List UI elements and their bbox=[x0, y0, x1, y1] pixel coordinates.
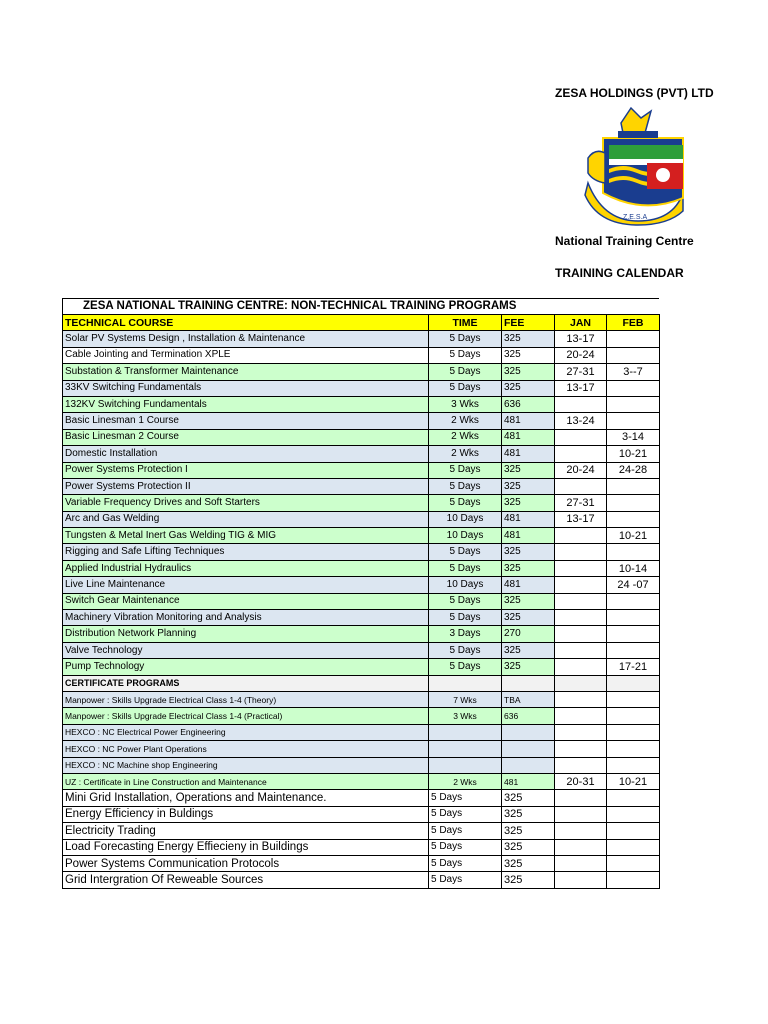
feb-cell bbox=[607, 855, 660, 871]
jan-cell: 27-31 bbox=[555, 495, 607, 511]
empty-cell bbox=[502, 675, 555, 691]
time-cell: 5 Days bbox=[429, 610, 502, 626]
column-header-fee: FEE bbox=[502, 315, 555, 331]
feb-cell bbox=[607, 610, 660, 626]
feb-cell: 10-21 bbox=[607, 773, 660, 789]
fee-cell: 325 bbox=[502, 478, 555, 494]
column-header-course: TECHNICAL COURSE bbox=[63, 315, 429, 331]
feb-cell bbox=[607, 790, 660, 806]
feb-cell bbox=[607, 757, 660, 773]
feb-cell bbox=[607, 544, 660, 560]
fee-cell: 325 bbox=[502, 560, 555, 576]
jan-cell: 20-31 bbox=[555, 773, 607, 789]
fee-cell: 325 bbox=[502, 642, 555, 658]
jan-cell bbox=[555, 528, 607, 544]
fee-cell: 481 bbox=[502, 446, 555, 462]
calendar-title: TRAINING CALENDAR bbox=[555, 266, 684, 280]
table-row bbox=[63, 855, 660, 871]
time-cell: 3 Days bbox=[429, 626, 502, 642]
table-row bbox=[63, 364, 660, 380]
time-cell: 10 Days bbox=[429, 511, 502, 527]
table-row bbox=[63, 511, 660, 527]
jan-cell bbox=[555, 855, 607, 871]
course-cell: HEXCO : NC Machine shop Engineering bbox=[63, 757, 429, 773]
jan-cell bbox=[555, 577, 607, 593]
jan-cell: 20-24 bbox=[555, 347, 607, 363]
jan-cell bbox=[555, 429, 607, 445]
time-cell: 5 Days bbox=[429, 593, 502, 609]
course-cell: Distribution Network Planning bbox=[63, 626, 429, 642]
course-cell: Electricity Trading bbox=[63, 823, 429, 839]
empty-cell bbox=[429, 675, 502, 691]
table-row bbox=[63, 724, 660, 740]
fee-cell: TBA bbox=[502, 691, 555, 707]
jan-cell bbox=[555, 478, 607, 494]
table-row bbox=[63, 741, 660, 757]
feb-cell bbox=[607, 495, 660, 511]
time-cell bbox=[429, 757, 502, 773]
feb-cell: 24 -07 bbox=[607, 577, 660, 593]
jan-cell bbox=[555, 560, 607, 576]
feb-cell bbox=[607, 396, 660, 412]
table-row bbox=[63, 872, 660, 888]
time-cell: 5 Days bbox=[429, 462, 502, 478]
table-row bbox=[63, 839, 660, 855]
course-cell: Cable Jointing and Termination XPLE bbox=[63, 347, 429, 363]
feb-cell: 24-28 bbox=[607, 462, 660, 478]
time-cell: 2 Wks bbox=[429, 446, 502, 462]
feb-cell bbox=[607, 593, 660, 609]
table-row bbox=[63, 560, 660, 576]
time-cell: 5 Days bbox=[429, 790, 502, 806]
table-row bbox=[63, 528, 660, 544]
course-cell: 132KV Switching Fundamentals bbox=[63, 396, 429, 412]
fee-cell bbox=[502, 724, 555, 740]
feb-cell: 10-21 bbox=[607, 528, 660, 544]
feb-cell bbox=[607, 708, 660, 724]
fee-cell: 325 bbox=[502, 380, 555, 396]
course-cell: Tungsten & Metal Inert Gas Welding TIG & MIG bbox=[63, 528, 429, 544]
course-cell: Applied Industrial Hydraulics bbox=[63, 560, 429, 576]
table-row bbox=[63, 790, 660, 806]
fee-cell: 636 bbox=[502, 708, 555, 724]
course-cell: Rigging and Safe Lifting Techniques bbox=[63, 544, 429, 560]
feb-cell bbox=[607, 741, 660, 757]
fee-cell bbox=[502, 741, 555, 757]
feb-cell bbox=[607, 413, 660, 429]
certificate-section-label: CERTIFICATE PROGRAMS bbox=[63, 675, 429, 691]
course-cell: HEXCO : NC Power Plant Operations bbox=[63, 741, 429, 757]
course-cell: Power Systems Communication Protocols bbox=[63, 855, 429, 871]
course-cell: Power Systems Protection I bbox=[63, 462, 429, 478]
org-name: ZESA HOLDINGS (PVT) LTD bbox=[555, 86, 714, 100]
feb-cell: 3--7 bbox=[607, 364, 660, 380]
table-row bbox=[63, 429, 660, 445]
empty-cell bbox=[555, 675, 607, 691]
table-row bbox=[63, 544, 660, 560]
feb-cell bbox=[607, 478, 660, 494]
course-cell: Basic Linesman 2 Course bbox=[63, 429, 429, 445]
jan-cell bbox=[555, 741, 607, 757]
time-cell: 3 Wks bbox=[429, 396, 502, 412]
column-header-feb: FEB bbox=[607, 315, 660, 331]
time-cell: 5 Days bbox=[429, 806, 502, 822]
certificate-section-row bbox=[63, 675, 660, 691]
feb-cell bbox=[607, 872, 660, 888]
course-cell: Substation & Transformer Maintenance bbox=[63, 364, 429, 380]
course-cell: Domestic Installation bbox=[63, 446, 429, 462]
fee-cell: 325 bbox=[502, 364, 555, 380]
table-header-row bbox=[63, 315, 660, 331]
time-cell: 10 Days bbox=[429, 577, 502, 593]
time-cell: 2 Wks bbox=[429, 773, 502, 789]
course-cell: Energy Efficiency in Buldings bbox=[63, 806, 429, 822]
time-cell: 5 Days bbox=[429, 560, 502, 576]
table-row bbox=[63, 691, 660, 707]
fee-cell: 325 bbox=[502, 839, 555, 855]
time-cell: 5 Days bbox=[429, 823, 502, 839]
course-cell: HEXCO : NC Electrical Power Engineering bbox=[63, 724, 429, 740]
jan-cell bbox=[555, 823, 607, 839]
feb-cell bbox=[607, 724, 660, 740]
course-cell: Arc and Gas Welding bbox=[63, 511, 429, 527]
table-row bbox=[63, 380, 660, 396]
course-cell: Switch Gear Maintenance bbox=[63, 593, 429, 609]
jan-cell bbox=[555, 396, 607, 412]
course-cell: Power Systems Protection II bbox=[63, 478, 429, 494]
course-cell: UZ : Certificate in Line Construction and Maintenance bbox=[63, 773, 429, 789]
fee-cell: 325 bbox=[502, 872, 555, 888]
time-cell: 5 Days bbox=[429, 380, 502, 396]
course-cell: Pump Technology bbox=[63, 659, 429, 675]
table-row bbox=[63, 642, 660, 658]
time-cell: 10 Days bbox=[429, 528, 502, 544]
table-row bbox=[63, 806, 660, 822]
feb-cell bbox=[607, 823, 660, 839]
time-cell: 2 Wks bbox=[429, 413, 502, 429]
jan-cell: 13-17 bbox=[555, 331, 607, 347]
jan-cell bbox=[555, 839, 607, 855]
table-row bbox=[63, 773, 660, 789]
table-row bbox=[63, 462, 660, 478]
feb-cell: 10-14 bbox=[607, 560, 660, 576]
jan-cell: 20-24 bbox=[555, 462, 607, 478]
jan-cell bbox=[555, 446, 607, 462]
time-cell: 7 Wks bbox=[429, 691, 502, 707]
course-cell: Manpower : Skills Upgrade Electrical Class 1-4 (Theory) bbox=[63, 691, 429, 707]
training-calendar-sheet bbox=[62, 298, 659, 889]
fee-cell bbox=[502, 757, 555, 773]
fee-cell: 325 bbox=[502, 347, 555, 363]
feb-cell bbox=[607, 511, 660, 527]
time-cell: 5 Days bbox=[429, 642, 502, 658]
course-cell: Solar PV Systems Design , Installation & Maintenance bbox=[63, 331, 429, 347]
fee-cell: 325 bbox=[502, 659, 555, 675]
jan-cell bbox=[555, 544, 607, 560]
empty-cell bbox=[607, 675, 660, 691]
time-cell bbox=[429, 724, 502, 740]
time-cell bbox=[429, 741, 502, 757]
fee-cell: 325 bbox=[502, 790, 555, 806]
table-row bbox=[63, 593, 660, 609]
table-row bbox=[63, 610, 660, 626]
table-row bbox=[63, 396, 660, 412]
course-cell: Grid Intergration Of Reweable Sources bbox=[63, 872, 429, 888]
feb-cell bbox=[607, 691, 660, 707]
time-cell: 5 Days bbox=[429, 544, 502, 560]
table-row bbox=[63, 413, 660, 429]
fee-cell: 325 bbox=[502, 331, 555, 347]
fee-cell: 325 bbox=[502, 610, 555, 626]
jan-cell bbox=[555, 806, 607, 822]
jan-cell: 27-31 bbox=[555, 364, 607, 380]
table-row bbox=[63, 626, 660, 642]
feb-cell bbox=[607, 806, 660, 822]
time-cell: 5 Days bbox=[429, 495, 502, 511]
jan-cell bbox=[555, 872, 607, 888]
time-cell: 5 Days bbox=[429, 659, 502, 675]
jan-cell bbox=[555, 790, 607, 806]
feb-cell: 10-21 bbox=[607, 446, 660, 462]
fee-cell: 481 bbox=[502, 429, 555, 445]
fee-cell: 325 bbox=[502, 823, 555, 839]
course-cell: Live Line Maintenance bbox=[63, 577, 429, 593]
jan-cell: 13-24 bbox=[555, 413, 607, 429]
jan-cell bbox=[555, 724, 607, 740]
feb-cell bbox=[607, 839, 660, 855]
fee-cell: 325 bbox=[502, 495, 555, 511]
course-cell: Mini Grid Installation, Operations and Maintenance. bbox=[63, 790, 429, 806]
table-row bbox=[63, 823, 660, 839]
feb-cell: 3-14 bbox=[607, 429, 660, 445]
time-cell: 5 Days bbox=[429, 364, 502, 380]
jan-cell bbox=[555, 708, 607, 724]
fee-cell: 325 bbox=[502, 462, 555, 478]
feb-cell bbox=[607, 331, 660, 347]
fee-cell: 325 bbox=[502, 806, 555, 822]
fee-cell: 481 bbox=[502, 413, 555, 429]
fee-cell: 325 bbox=[502, 855, 555, 871]
course-cell: Machinery Vibration Monitoring and Analysis bbox=[63, 610, 429, 626]
fee-cell: 636 bbox=[502, 396, 555, 412]
column-header-jan: JAN bbox=[555, 315, 607, 331]
table-row bbox=[63, 708, 660, 724]
jan-cell: 13-17 bbox=[555, 380, 607, 396]
feb-cell bbox=[607, 642, 660, 658]
time-cell: 5 Days bbox=[429, 839, 502, 855]
time-cell: 5 Days bbox=[429, 331, 502, 347]
feb-cell: 17-21 bbox=[607, 659, 660, 675]
course-cell: Valve Technology bbox=[63, 642, 429, 658]
fee-cell: 481 bbox=[502, 511, 555, 527]
jan-cell bbox=[555, 593, 607, 609]
feb-cell bbox=[607, 380, 660, 396]
time-cell: 3 Wks bbox=[429, 708, 502, 724]
table-row bbox=[63, 347, 660, 363]
course-table bbox=[62, 314, 660, 889]
fee-cell: 481 bbox=[502, 773, 555, 789]
course-cell: 33KV Switching Fundamentals bbox=[63, 380, 429, 396]
table-title: ZESA NATIONAL TRAINING CENTRE: NON-TECHNICAL TRAINING PROGRAMS bbox=[62, 298, 659, 314]
course-cell: Manpower : Skills Upgrade Electrical Class 1-4 (Practical) bbox=[63, 708, 429, 724]
jan-cell bbox=[555, 642, 607, 658]
time-cell: 5 Days bbox=[429, 347, 502, 363]
table-row bbox=[63, 478, 660, 494]
column-header-time: TIME bbox=[429, 315, 502, 331]
table-row bbox=[63, 659, 660, 675]
table-row bbox=[63, 495, 660, 511]
fee-cell: 325 bbox=[502, 544, 555, 560]
time-cell: 5 Days bbox=[429, 478, 502, 494]
feb-cell bbox=[607, 626, 660, 642]
table-row bbox=[63, 446, 660, 462]
time-cell: 5 Days bbox=[429, 855, 502, 871]
jan-cell bbox=[555, 691, 607, 707]
course-cell: Load Forecasting Energy Effiecieny in Buildings bbox=[63, 839, 429, 855]
jan-cell: 13-17 bbox=[555, 511, 607, 527]
fee-cell: 481 bbox=[502, 528, 555, 544]
time-cell: 5 Days bbox=[429, 872, 502, 888]
logo-motto: Z.E.S.A bbox=[623, 214, 648, 221]
jan-cell bbox=[555, 626, 607, 642]
fee-cell: 481 bbox=[502, 577, 555, 593]
fee-cell: 325 bbox=[502, 593, 555, 609]
jan-cell bbox=[555, 659, 607, 675]
table-row bbox=[63, 577, 660, 593]
table-row bbox=[63, 757, 660, 773]
table-row bbox=[63, 331, 660, 347]
feb-cell bbox=[607, 347, 660, 363]
centre-name: National Training Centre bbox=[555, 234, 694, 248]
fee-cell: 270 bbox=[502, 626, 555, 642]
course-cell: Variable Frequency Drives and Soft Starters bbox=[63, 495, 429, 511]
time-cell: 2 Wks bbox=[429, 429, 502, 445]
course-cell: Basic Linesman 1 Course bbox=[63, 413, 429, 429]
jan-cell bbox=[555, 610, 607, 626]
zesa-logo bbox=[583, 103, 659, 225]
jan-cell bbox=[555, 757, 607, 773]
